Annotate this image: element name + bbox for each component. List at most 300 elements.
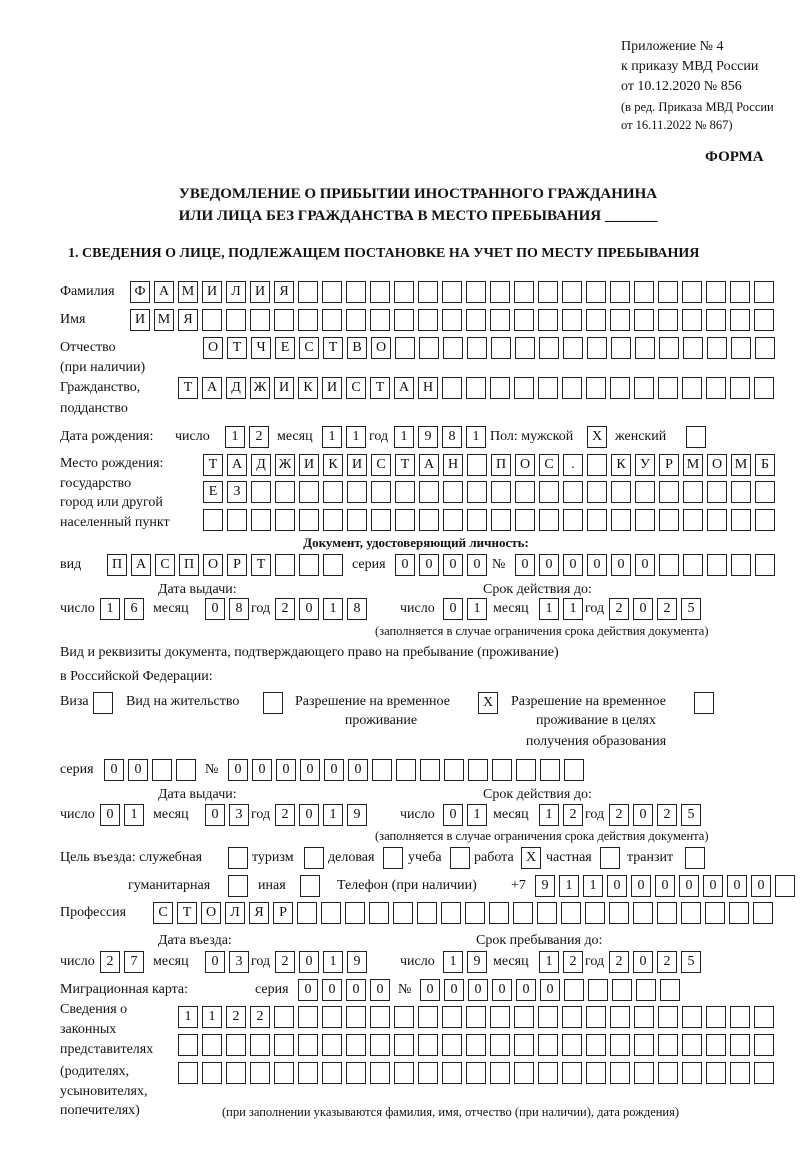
char-cell[interactable]: 1 (443, 951, 463, 973)
char-cell[interactable] (346, 281, 366, 303)
checkbox-cell[interactable]: X (521, 847, 541, 869)
char-cell[interactable] (682, 1006, 702, 1028)
char-cell[interactable]: Я (178, 309, 198, 331)
char-cell[interactable]: Д (226, 377, 246, 399)
char-cell[interactable] (731, 554, 751, 576)
char-cell[interactable] (466, 377, 486, 399)
phone-field[interactable] (535, 875, 799, 897)
char-cell[interactable]: 1 (539, 598, 559, 620)
char-cell[interactable] (346, 1006, 366, 1028)
char-cell[interactable]: 1 (394, 426, 414, 448)
char-cell[interactable] (419, 337, 439, 359)
char-cell[interactable]: 3 (229, 804, 249, 826)
migration-series-field[interactable] (298, 979, 394, 1001)
char-cell[interactable]: 0 (443, 598, 463, 620)
char-cell[interactable] (323, 509, 343, 531)
char-cell[interactable] (513, 902, 533, 924)
char-cell[interactable] (730, 377, 750, 399)
purpose-transit-checkbox[interactable] (685, 847, 709, 869)
char-cell[interactable] (538, 1062, 558, 1084)
char-cell[interactable]: Т (323, 337, 343, 359)
purpose-tourism-checkbox[interactable] (304, 847, 328, 869)
char-cell[interactable] (539, 509, 559, 531)
char-cell[interactable] (468, 759, 488, 781)
char-cell[interactable]: 0 (128, 759, 148, 781)
char-cell[interactable]: 0 (515, 554, 535, 576)
char-cell[interactable]: С (155, 554, 175, 576)
char-cell[interactable] (152, 759, 172, 781)
birth-year-field[interactable] (394, 426, 490, 448)
char-cell[interactable]: 5 (681, 951, 701, 973)
char-cell[interactable] (395, 509, 415, 531)
stay-year[interactable] (609, 951, 705, 973)
identity-valid-year[interactable] (609, 598, 705, 620)
char-cell[interactable]: Л (226, 281, 246, 303)
char-cell[interactable]: А (154, 281, 174, 303)
char-cell[interactable] (730, 1034, 750, 1056)
char-cell[interactable] (203, 509, 223, 531)
char-cell[interactable] (370, 309, 390, 331)
char-cell[interactable]: 0 (540, 979, 560, 1001)
char-cell[interactable]: 2 (275, 598, 295, 620)
char-cell[interactable]: 1 (467, 804, 487, 826)
char-cell[interactable] (202, 1034, 222, 1056)
char-cell[interactable]: П (179, 554, 199, 576)
char-cell[interactable] (706, 309, 726, 331)
representatives-row1[interactable] (178, 1006, 778, 1028)
char-cell[interactable] (226, 1062, 246, 1084)
char-cell[interactable] (586, 281, 606, 303)
char-cell[interactable] (299, 509, 319, 531)
char-cell[interactable] (634, 281, 654, 303)
birth-place-row1[interactable] (203, 454, 779, 476)
identity-issue-year[interactable] (275, 598, 371, 620)
char-cell[interactable] (370, 1034, 390, 1056)
char-cell[interactable] (515, 509, 535, 531)
char-cell[interactable]: 0 (727, 875, 747, 897)
residence-valid-year[interactable] (609, 804, 705, 826)
char-cell[interactable] (730, 1006, 750, 1028)
char-cell[interactable] (731, 509, 751, 531)
name-field[interactable] (130, 309, 778, 331)
char-cell[interactable] (610, 1034, 630, 1056)
char-cell[interactable] (251, 509, 271, 531)
profession-field[interactable] (153, 902, 777, 924)
char-cell[interactable]: С (299, 337, 319, 359)
char-cell[interactable] (563, 481, 583, 503)
char-cell[interactable] (396, 759, 416, 781)
char-cell[interactable] (586, 309, 606, 331)
char-cell[interactable] (564, 979, 584, 1001)
checkbox-cell[interactable] (450, 847, 470, 869)
char-cell[interactable]: 2 (657, 598, 677, 620)
char-cell[interactable]: 1 (583, 875, 603, 897)
char-cell[interactable]: 0 (468, 979, 488, 1001)
char-cell[interactable] (514, 1062, 534, 1084)
char-cell[interactable] (634, 1034, 654, 1056)
identity-valid-day[interactable] (443, 598, 491, 620)
char-cell[interactable] (226, 309, 246, 331)
char-cell[interactable] (514, 309, 534, 331)
char-cell[interactable]: 0 (443, 554, 463, 576)
char-cell[interactable] (754, 281, 774, 303)
char-cell[interactable] (226, 1034, 246, 1056)
char-cell[interactable] (371, 481, 391, 503)
identity-issue-month[interactable] (205, 598, 253, 620)
char-cell[interactable]: И (130, 309, 150, 331)
char-cell[interactable] (586, 377, 606, 399)
char-cell[interactable]: 0 (348, 759, 368, 781)
char-cell[interactable] (754, 1006, 774, 1028)
char-cell[interactable] (610, 377, 630, 399)
char-cell[interactable] (682, 377, 702, 399)
char-cell[interactable]: 1 (539, 951, 559, 973)
char-cell[interactable]: И (274, 377, 294, 399)
char-cell[interactable]: О (707, 454, 727, 476)
char-cell[interactable]: 7 (124, 951, 144, 973)
char-cell[interactable]: 9 (347, 951, 367, 973)
char-cell[interactable]: М (683, 454, 703, 476)
temp-permit-checkbox[interactable] (478, 692, 502, 714)
char-cell[interactable] (492, 759, 512, 781)
char-cell[interactable] (467, 481, 487, 503)
char-cell[interactable]: 2 (609, 804, 629, 826)
char-cell[interactable]: Ж (250, 377, 270, 399)
char-cell[interactable] (491, 481, 511, 503)
char-cell[interactable] (466, 1062, 486, 1084)
char-cell[interactable] (394, 309, 414, 331)
char-cell[interactable]: Т (251, 554, 271, 576)
patronymic-field[interactable] (203, 337, 779, 359)
char-cell[interactable]: 2 (100, 951, 120, 973)
char-cell[interactable]: Я (249, 902, 269, 924)
char-cell[interactable] (611, 337, 631, 359)
stay-month[interactable] (539, 951, 587, 973)
char-cell[interactable] (491, 337, 511, 359)
sex-male-checkbox[interactable] (587, 426, 611, 448)
char-cell[interactable]: О (371, 337, 391, 359)
char-cell[interactable] (490, 281, 510, 303)
char-cell[interactable]: И (347, 454, 367, 476)
char-cell[interactable] (660, 979, 680, 1001)
surname-field[interactable] (130, 281, 778, 303)
char-cell[interactable] (322, 309, 342, 331)
char-cell[interactable]: 0 (100, 804, 120, 826)
char-cell[interactable] (274, 1062, 294, 1084)
char-cell[interactable]: Л (225, 902, 245, 924)
char-cell[interactable] (659, 554, 679, 576)
char-cell[interactable] (537, 902, 557, 924)
char-cell[interactable] (706, 377, 726, 399)
char-cell[interactable]: 0 (633, 951, 653, 973)
char-cell[interactable] (442, 281, 462, 303)
checkbox-cell[interactable] (383, 847, 403, 869)
char-cell[interactable] (298, 1006, 318, 1028)
residence-permit-checkbox[interactable] (263, 692, 287, 714)
char-cell[interactable]: 0 (395, 554, 415, 576)
visa-checkbox[interactable] (93, 692, 117, 714)
char-cell[interactable] (346, 309, 366, 331)
char-cell[interactable]: 1 (202, 1006, 222, 1028)
checkbox-cell[interactable] (93, 692, 113, 714)
char-cell[interactable] (418, 281, 438, 303)
char-cell[interactable]: 8 (347, 598, 367, 620)
char-cell[interactable]: 9 (535, 875, 555, 897)
char-cell[interactable] (609, 902, 629, 924)
char-cell[interactable] (467, 509, 487, 531)
char-cell[interactable]: 0 (346, 979, 366, 1001)
char-cell[interactable] (298, 309, 318, 331)
char-cell[interactable] (636, 979, 656, 1001)
char-cell[interactable]: . (563, 454, 583, 476)
char-cell[interactable]: 0 (324, 759, 344, 781)
identity-valid-month[interactable] (539, 598, 587, 620)
char-cell[interactable]: Т (203, 454, 223, 476)
char-cell[interactable] (705, 902, 725, 924)
char-cell[interactable]: Н (443, 454, 463, 476)
char-cell[interactable]: Р (659, 454, 679, 476)
char-cell[interactable]: 0 (703, 875, 723, 897)
char-cell[interactable] (562, 377, 582, 399)
char-cell[interactable]: 0 (276, 759, 296, 781)
char-cell[interactable] (775, 875, 795, 897)
char-cell[interactable]: 1 (323, 951, 343, 973)
char-cell[interactable]: Т (178, 377, 198, 399)
char-cell[interactable]: 0 (228, 759, 248, 781)
char-cell[interactable] (202, 1062, 222, 1084)
char-cell[interactable] (588, 979, 608, 1001)
char-cell[interactable] (635, 509, 655, 531)
char-cell[interactable] (321, 902, 341, 924)
checkbox-cell[interactable] (300, 875, 320, 897)
char-cell[interactable]: 2 (609, 598, 629, 620)
char-cell[interactable]: С (539, 454, 559, 476)
char-cell[interactable] (562, 1006, 582, 1028)
char-cell[interactable]: 0 (563, 554, 583, 576)
char-cell[interactable]: 1 (100, 598, 120, 620)
char-cell[interactable] (587, 481, 607, 503)
char-cell[interactable]: Е (203, 481, 223, 503)
char-cell[interactable]: 1 (346, 426, 366, 448)
checkbox-cell[interactable]: X (587, 426, 607, 448)
representatives-row2[interactable] (178, 1034, 778, 1056)
purpose-business-checkbox[interactable] (383, 847, 407, 869)
char-cell[interactable]: 2 (657, 951, 677, 973)
identity-issue-day[interactable] (100, 598, 148, 620)
char-cell[interactable] (444, 759, 464, 781)
char-cell[interactable] (369, 902, 389, 924)
char-cell[interactable]: С (153, 902, 173, 924)
char-cell[interactable] (731, 337, 751, 359)
checkbox-cell[interactable] (685, 847, 705, 869)
char-cell[interactable] (659, 509, 679, 531)
char-cell[interactable]: 5 (681, 804, 701, 826)
char-cell[interactable]: 0 (611, 554, 631, 576)
char-cell[interactable]: Е (275, 337, 295, 359)
char-cell[interactable] (202, 309, 222, 331)
citizenship-field[interactable] (178, 377, 778, 399)
char-cell[interactable] (538, 1006, 558, 1028)
purpose-study-checkbox[interactable] (450, 847, 474, 869)
char-cell[interactable] (538, 309, 558, 331)
char-cell[interactable] (347, 509, 367, 531)
char-cell[interactable] (370, 281, 390, 303)
char-cell[interactable] (176, 759, 196, 781)
char-cell[interactable]: 0 (299, 951, 319, 973)
checkbox-cell[interactable] (600, 847, 620, 869)
char-cell[interactable] (683, 554, 703, 576)
char-cell[interactable]: Р (273, 902, 293, 924)
char-cell[interactable]: 1 (323, 598, 343, 620)
char-cell[interactable] (466, 1006, 486, 1028)
char-cell[interactable] (346, 1034, 366, 1056)
char-cell[interactable]: 2 (226, 1006, 246, 1028)
char-cell[interactable] (491, 509, 511, 531)
char-cell[interactable]: 2 (609, 951, 629, 973)
char-cell[interactable] (370, 1062, 390, 1084)
char-cell[interactable] (250, 309, 270, 331)
char-cell[interactable] (417, 902, 437, 924)
char-cell[interactable] (274, 309, 294, 331)
char-cell[interactable] (322, 281, 342, 303)
char-cell[interactable]: К (298, 377, 318, 399)
char-cell[interactable] (322, 1034, 342, 1056)
char-cell[interactable]: 0 (467, 554, 487, 576)
char-cell[interactable]: А (227, 454, 247, 476)
char-cell[interactable]: У (635, 454, 655, 476)
char-cell[interactable] (658, 1062, 678, 1084)
checkbox-cell[interactable]: X (478, 692, 498, 714)
char-cell[interactable]: 0 (104, 759, 124, 781)
char-cell[interactable] (658, 377, 678, 399)
char-cell[interactable]: 1 (322, 426, 342, 448)
char-cell[interactable]: 0 (751, 875, 771, 897)
char-cell[interactable]: 0 (492, 979, 512, 1001)
char-cell[interactable] (418, 1062, 438, 1084)
char-cell[interactable] (418, 309, 438, 331)
char-cell[interactable] (586, 1034, 606, 1056)
char-cell[interactable] (633, 902, 653, 924)
char-cell[interactable] (731, 481, 751, 503)
char-cell[interactable] (394, 1062, 414, 1084)
char-cell[interactable] (706, 1006, 726, 1028)
char-cell[interactable]: 1 (323, 804, 343, 826)
char-cell[interactable]: 0 (633, 804, 653, 826)
char-cell[interactable]: 2 (249, 426, 269, 448)
char-cell[interactable] (730, 309, 750, 331)
char-cell[interactable]: 0 (444, 979, 464, 1001)
char-cell[interactable]: 1 (467, 598, 487, 620)
representatives-row3[interactable] (178, 1062, 778, 1084)
char-cell[interactable] (443, 481, 463, 503)
char-cell[interactable] (465, 902, 485, 924)
char-cell[interactable] (611, 481, 631, 503)
char-cell[interactable]: А (202, 377, 222, 399)
char-cell[interactable] (538, 1034, 558, 1056)
char-cell[interactable]: О (203, 554, 223, 576)
identity-series-field[interactable] (395, 554, 491, 576)
char-cell[interactable]: 0 (635, 554, 655, 576)
char-cell[interactable] (371, 509, 391, 531)
char-cell[interactable] (443, 509, 463, 531)
stay-day[interactable] (443, 951, 491, 973)
char-cell[interactable]: 1 (225, 426, 245, 448)
char-cell[interactable]: 2 (657, 804, 677, 826)
char-cell[interactable]: 0 (420, 979, 440, 1001)
char-cell[interactable]: 0 (607, 875, 627, 897)
char-cell[interactable]: Р (227, 554, 247, 576)
char-cell[interactable] (707, 554, 727, 576)
char-cell[interactable] (442, 1034, 462, 1056)
char-cell[interactable]: 0 (655, 875, 675, 897)
char-cell[interactable] (755, 509, 775, 531)
char-cell[interactable] (611, 509, 631, 531)
char-cell[interactable] (707, 481, 727, 503)
char-cell[interactable]: Д (251, 454, 271, 476)
birth-day-field[interactable] (225, 426, 273, 448)
char-cell[interactable]: М (178, 281, 198, 303)
char-cell[interactable] (515, 481, 535, 503)
char-cell[interactable]: 2 (563, 951, 583, 973)
char-cell[interactable] (634, 1006, 654, 1028)
char-cell[interactable]: С (346, 377, 366, 399)
char-cell[interactable]: Т (395, 454, 415, 476)
char-cell[interactable] (442, 377, 462, 399)
char-cell[interactable] (346, 1062, 366, 1084)
residence-issue-day[interactable] (100, 804, 148, 826)
char-cell[interactable] (466, 1034, 486, 1056)
char-cell[interactable] (682, 309, 702, 331)
residence-valid-day[interactable] (443, 804, 491, 826)
char-cell[interactable] (514, 1006, 534, 1028)
char-cell[interactable] (754, 377, 774, 399)
char-cell[interactable]: С (371, 454, 391, 476)
char-cell[interactable] (755, 554, 775, 576)
char-cell[interactable]: Т (370, 377, 390, 399)
char-cell[interactable]: 6 (124, 598, 144, 620)
char-cell[interactable] (299, 481, 319, 503)
char-cell[interactable]: 0 (300, 759, 320, 781)
residence-series-field[interactable] (104, 759, 200, 781)
char-cell[interactable] (585, 902, 605, 924)
residence-issue-year[interactable] (275, 804, 371, 826)
char-cell[interactable] (442, 1006, 462, 1028)
char-cell[interactable] (562, 1034, 582, 1056)
char-cell[interactable]: А (394, 377, 414, 399)
char-cell[interactable]: 8 (229, 598, 249, 620)
purpose-official-checkbox[interactable] (228, 847, 252, 869)
entry-year[interactable] (275, 951, 371, 973)
char-cell[interactable]: 0 (298, 979, 318, 1001)
char-cell[interactable] (515, 337, 535, 359)
char-cell[interactable]: 0 (516, 979, 536, 1001)
char-cell[interactable] (178, 1034, 198, 1056)
char-cell[interactable] (514, 1034, 534, 1056)
char-cell[interactable]: 9 (347, 804, 367, 826)
purpose-other-checkbox[interactable] (300, 875, 324, 897)
char-cell[interactable] (754, 1034, 774, 1056)
birth-place-row3[interactable] (203, 509, 779, 531)
char-cell[interactable] (587, 509, 607, 531)
char-cell[interactable] (706, 281, 726, 303)
char-cell[interactable]: 9 (418, 426, 438, 448)
char-cell[interactable] (706, 1034, 726, 1056)
char-cell[interactable]: 0 (419, 554, 439, 576)
char-cell[interactable]: А (419, 454, 439, 476)
char-cell[interactable]: 5 (681, 598, 701, 620)
char-cell[interactable]: И (202, 281, 222, 303)
char-cell[interactable] (755, 337, 775, 359)
